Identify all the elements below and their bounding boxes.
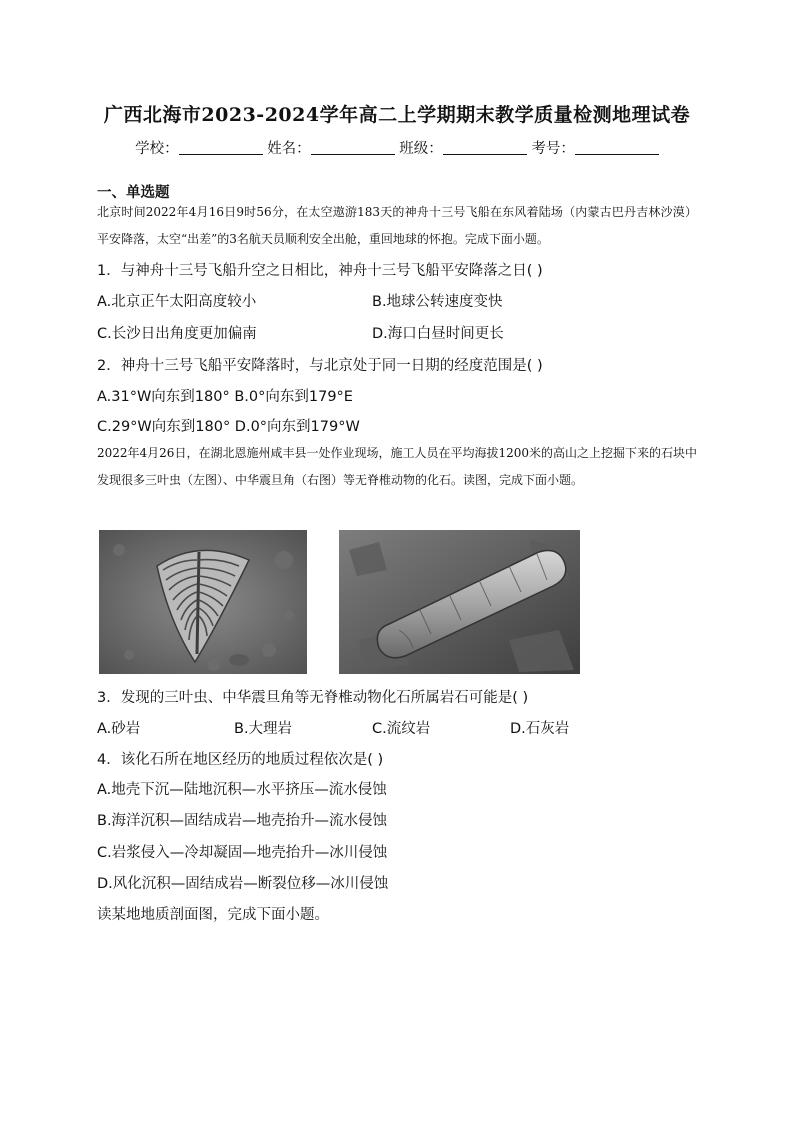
q1-option-b[interactable]: B.地球公转速度变快 [372, 294, 503, 310]
q4-option-c[interactable]: C.岩浆侵入—冷却凝固—地壳抬升—冰川侵蚀 [97, 845, 388, 861]
q4-option-d[interactable]: D.风化沉积—固结成岩—断裂位移—冰川侵蚀 [97, 876, 389, 892]
exam-no-label: 考号： [531, 141, 575, 157]
q4-option-b[interactable]: B.海洋沉积—固结成岩—地壳抬升—流水侵蚀 [97, 813, 388, 829]
class-blank[interactable] [443, 139, 527, 155]
class-label: 班级： [399, 141, 443, 157]
passage-shenzhou: 北京时间2022年4月16日9时56分，在太空遨游183天的神舟十三号飞船在东风着陆场（内蒙古巴丹吉林沙漠）平安降落，太空“出差”的3名航天员顺利安全出舱，重回地球的怀抱。完成下面小题。 [97, 205, 697, 246]
school-label: 学校： [135, 141, 179, 157]
q1-option-c[interactable]: C.长沙日出角度更加偏南 [97, 326, 257, 342]
q1-option-a[interactable]: A.北京正午太阳高度较小 [97, 294, 257, 310]
q1-option-d[interactable]: D.海口白昼时间更长 [372, 326, 504, 342]
q2-options-cd[interactable]: C.29°W向东到180° D.0°向东到179°W [97, 419, 360, 435]
name-label: 姓名： [267, 141, 311, 157]
question-1-stem: 1．与神舟十三号飞船升空之日相比，神舟十三号飞船平安降落之日( ) [97, 263, 543, 279]
section-title: 一、单选题 [97, 185, 170, 201]
exam-no-blank[interactable] [575, 139, 659, 155]
q2-options-ab[interactable]: A.31°W向东到180° B.0°向东到179°E [97, 389, 353, 405]
school-blank[interactable] [179, 139, 263, 155]
passage-fossils: 2022年4月26日，在湖北恩施州咸丰县一处作业现场，施工人员在平均海拔1200米的高山之上挖掘下来的石块中发现很多三叶虫（左图）、中华震旦角（右图）等无脊椎动物的化石。读图，完成下面小题。 [97, 446, 697, 487]
q3-option-d[interactable]: D.石灰岩 [510, 721, 570, 737]
passage-geologic-section: 读某地地质剖面图，完成下面小题。 [97, 907, 329, 923]
name-blank[interactable] [311, 139, 395, 155]
question-3-stem: 3．发现的三叶虫、中华震旦角等无脊椎动物化石所属岩石可能是( ) [97, 690, 529, 706]
sinoceras-fossil-image [339, 530, 580, 674]
q4-option-a[interactable]: A.地壳下沉—陆地沉积—水平挤压—流水侵蚀 [97, 782, 387, 798]
q3-option-a[interactable]: A.砂岩 [97, 721, 141, 737]
q3-option-b[interactable]: B.大理岩 [234, 721, 293, 737]
question-4-stem: 4．该化石所在地区经历的地质过程依次是( ) [97, 752, 384, 768]
question-2-stem: 2．神舟十三号飞船平安降落时，与北京处于同一日期的经度范围是( ) [97, 358, 543, 374]
exam-title: 广西北海市2023-2024学年高二上学期期末教学质量检测地理试卷 [103, 104, 691, 126]
trilobite-fossil-image [99, 530, 307, 674]
student-info-line [0, 137, 794, 158]
q3-option-c[interactable]: C.流纹岩 [372, 721, 431, 737]
